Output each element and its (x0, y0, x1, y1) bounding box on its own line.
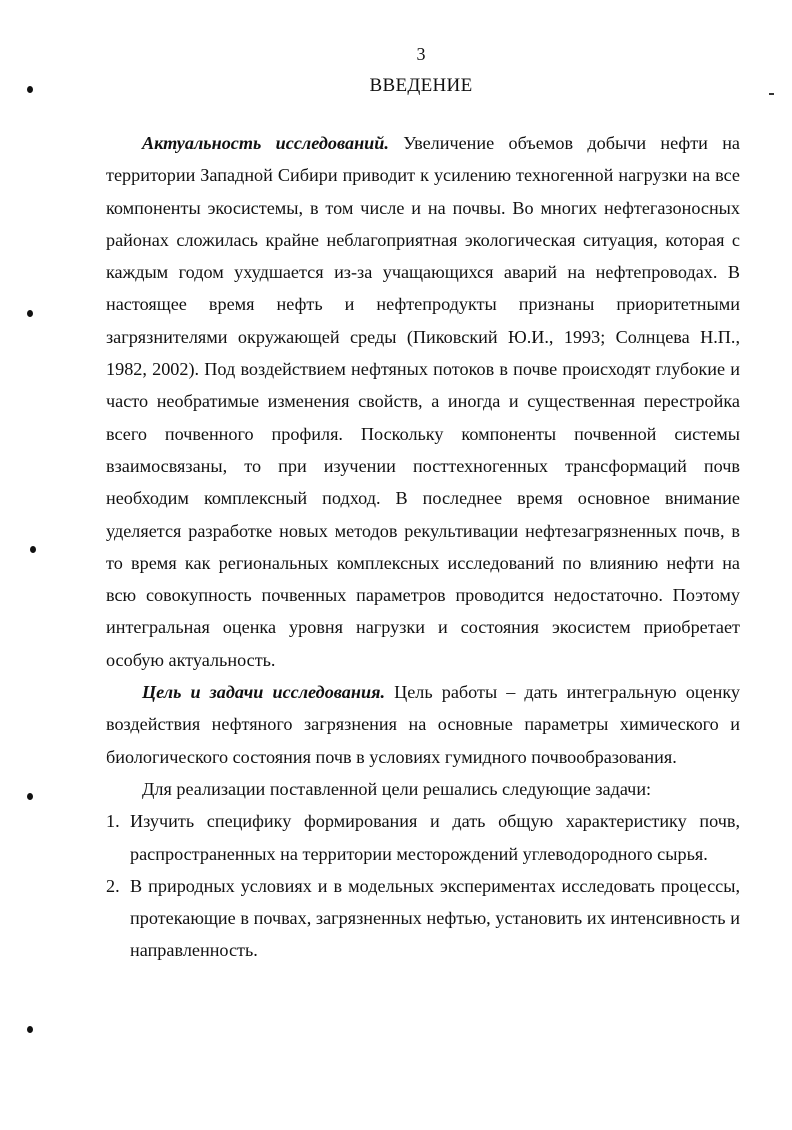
task-text: Изучить специфику формирования и дать общую характеристику почв, распространенных на территории месторождений углеводородного сырья. (130, 811, 740, 864)
list-item (106, 805, 740, 870)
goals-text: Цель работы – дать интегральную оценку воздействия нефтяного загрязнения на основные параметры химического и биологического состояния почв в условиях гумидного почвообразования. (106, 682, 740, 767)
goals-lead: Цель и задачи исследования. (142, 682, 386, 703)
relevance-paragraph (106, 127, 740, 676)
relevance-text: Увеличение объемов добычи нефти на территории Западной Сибири приводит к усилению техногенной нагрузки на все компоненты экосистемы, в том числе и на почвы. Во многих нефтегазоносных районах сложилась крайне неблагоприятная экологическая ситуация, которая с каждым годом ухудшается из-за учащающихся аварий на нефтепроводах. В настоящее время нефть и нефтепродукты признаны приоритетными загрязнителями окружающей среды (Пиковский Ю.И., 1993; Солнцева Н.П., 1982, 2002). Под воздействием нефтяных потоков в почве происходят глубокие и часто необратимые изменения свойств, а иногда и существенная перестройка всего почвенного профиля. Поскольку компоненты почвенной системы взаимосвязаны, то при изучении посттехногенных трансформаций почв необходим комплексный подход. В последнее время основное внимание уделяется разработке новых методов рекультивации нефтезагрязненных почв, в то время как региональных комплексных исследований по влиянию нефти на всю совокупность почвенных параметров проводится недостаточно. Поэтому интегральная оценка уровня нагрузки и состояния экосистем приобретает особую актуальность. (106, 133, 740, 670)
binder-hole-mark (30, 546, 36, 553)
tasks-list (106, 805, 740, 966)
page-title: ВВЕДЕНИЕ (369, 75, 473, 96)
scan-dash-mark (769, 93, 774, 95)
tasks-intro: Для реализации поставленной цели решались следующие задачи: (142, 778, 652, 799)
goals-paragraph (106, 676, 740, 773)
task-text: В природных условиях и в модельных экспериментах исследовать процессы, протекающие в почвах, загрязненных нефтью, установить их интенсивность и направленность. (130, 875, 740, 961)
body-text (106, 127, 740, 967)
task-number: 1. (106, 811, 120, 832)
binder-hole-mark (27, 1026, 33, 1033)
binder-hole-mark (27, 86, 33, 93)
relevance-lead: Актуальность исследований. (142, 133, 389, 153)
page-number: 3 (416, 44, 426, 64)
task-number: 2. (106, 875, 120, 896)
binder-hole-mark (27, 310, 33, 317)
binder-hole-mark (27, 793, 33, 800)
list-item (106, 870, 740, 967)
